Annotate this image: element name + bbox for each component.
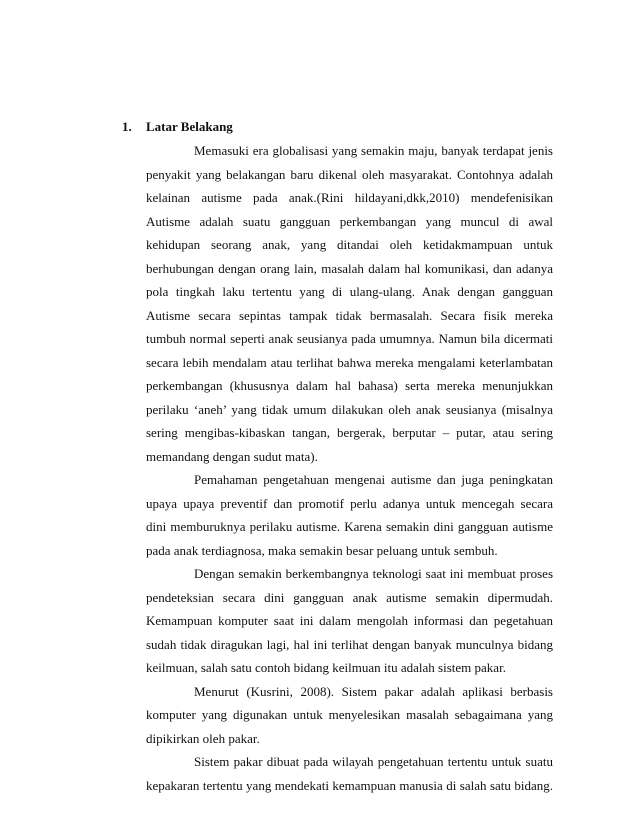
text-line: pada anak terdiagnosa, maka semakin besar peluang untuk sembuh. — [146, 542, 498, 558]
section-number: 1. — [122, 119, 132, 134]
text-line: Memasuki era globalisasi yang semakin maju, banyak terdapat jenis — [194, 143, 553, 158]
text-line: penyakit yang belakangan baru dikenal oleh masyarakat. Contohnya adalah — [146, 166, 553, 182]
section-title: Latar Belakang — [146, 119, 233, 134]
text-line: upaya upaya preventif dan promotif perlu adanya untuk mencegah secara — [146, 495, 553, 511]
text-line: tumbuh normal seperti anak seusianya pada umumnya. Namun bila dicermati — [146, 331, 553, 346]
text-line: dipikirkan oleh pakar. — [146, 730, 260, 746]
text-line: Kemampuan komputer saat ini dalam mengolah informasi dan pegetahuan — [146, 613, 553, 628]
text-line: secara lebih mendalam atau terlihat bahwa mereka mengalami keterlambatan — [146, 354, 553, 370]
text-line: keilmuan, salah satu contoh bidang keilmuan itu adalah sistem pakar. — [146, 660, 506, 675]
text-line: Autisme adalah suatu gangguan perkembangan yang muncul di awal — [146, 213, 553, 229]
text-line: sudah tidak diragukan lagi, hal ini terlihat dengan banyak munculnya bidang — [146, 636, 553, 652]
text-line: Sistem pakar dibuat pada wilayah pengetahuan tertentu untuk suatu — [194, 754, 553, 769]
text-line: perkembangan (khususnya dalam hal bahasa) serta mereka menunjukkan — [146, 378, 553, 393]
text-line: kelainan autisme pada anak.(Rini hildayani,dkk,2010) mendefenisikan — [146, 190, 553, 205]
text-line: sering mengibas-kibaskan tangan, bergerak, berputar – putar, atau sering — [146, 425, 553, 440]
text-line: komputer yang digunakan untuk menyelesikan masalah sebagaimana yang — [146, 707, 553, 722]
text-line: pendeteksian secara dini gangguan anak autisme semakin dipermudah. — [146, 589, 553, 605]
text-line: Dengan semakin berkembangnya teknologi saat ini membuat proses — [194, 566, 553, 581]
text-line: memandang dengan sudut mata). — [146, 448, 318, 464]
text-line: berhubungan dengan orang lain, masalah dalam hal komunikasi, dan adanya — [146, 260, 553, 276]
section-heading — [122, 118, 233, 136]
text-line: perilaku ‘aneh’ yang tidak umum dilakukan oleh anak seusianya (misalnya — [146, 401, 553, 417]
text-line: kepakaran tertentu yang mendekati kemampuan manusia di salah satu bidang. — [146, 777, 553, 793]
text-line: Pemahaman pengetahuan mengenai autisme dan juga peningkatan — [194, 472, 553, 487]
text-line: Menurut (Kusrini, 2008). Sistem pakar adalah aplikasi berbasis — [194, 683, 553, 699]
body-text — [146, 139, 553, 797]
text-line: kehidupan seorang anak, yang ditandai oleh ketidakmampuan untuk — [146, 237, 553, 252]
text-line: pola tingkah laku tertentu yang di ulang-ulang. Anak dengan gangguan — [146, 284, 553, 299]
text-line: dini memburuknya perilaku autisme. Karena semakin dini gangguan autisme — [146, 519, 553, 534]
text-line: Autisme secara sepintas tampak tidak bermasalah. Secara fisik mereka — [146, 307, 553, 323]
